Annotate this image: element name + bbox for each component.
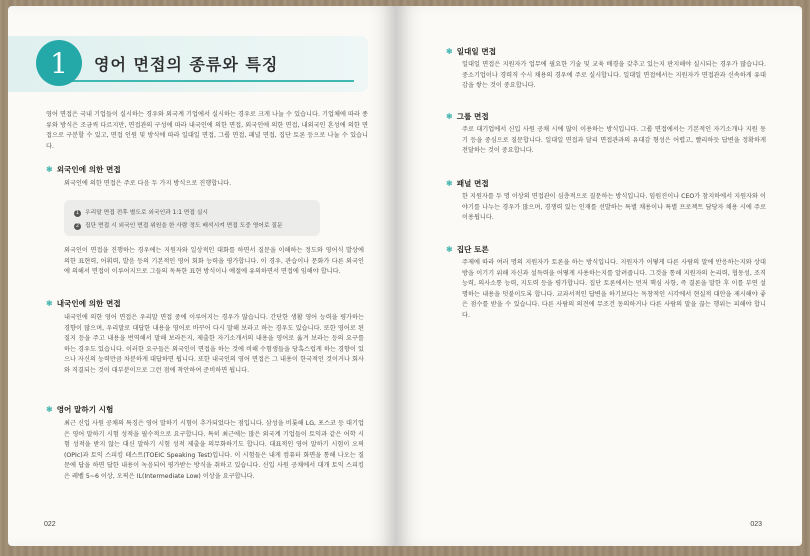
section-title-text: 내국인에 의한 면접	[56, 299, 121, 308]
method-list-box	[64, 200, 320, 236]
section-title-discussion	[446, 244, 489, 255]
teal-bullet-icon: ❃	[46, 405, 53, 414]
section-title-speaking-test	[46, 404, 113, 415]
page-number-right: 023	[750, 521, 762, 528]
teal-bullet-icon: ❃	[446, 47, 453, 56]
section-title-text: 그룹 면접	[456, 112, 489, 121]
teal-bullet-icon: ❃	[446, 245, 453, 254]
teal-bullet-icon: ❃	[46, 299, 53, 308]
chapter-number-badge: 1	[36, 40, 82, 86]
teal-bullet-icon: ❃	[46, 165, 53, 174]
section-paragraph: 외국인이 면접을 진행하는 경우에는 지원자와 일상적인 대화를 하면서 질문을 이해하는 정도와 영어식 발상에 의한 표현력, 어휘력, 발음 등의 기본적인 영어 회화 능력을 평가합니다. 이 경우, 관습이나 문화가 다른 외국인에 의해서 면접이 이루어지므로 그들의 독특한 표현 방식이나 예절에 유의하면서 면접에 임해야 합니다.	[64, 247, 364, 276]
teal-bullet-icon: ❃	[446, 179, 453, 188]
teal-bullet-icon: ❃	[446, 112, 453, 121]
section-title-text: 영어 말하기 시험	[56, 405, 114, 414]
right-page	[396, 6, 802, 546]
method-list-item	[74, 207, 208, 217]
left-page	[8, 6, 396, 546]
section-title-text: 집단 토론	[456, 245, 489, 254]
method-list-item	[74, 220, 283, 230]
section-paragraph: 주제에 따라 여러 명의 지원자가 토론을 하는 방식입니다. 지원자가 어떻게 다른 사람의 말에 반응하는지와 상대방을 이기기 위해 자신과 설득력을 어떻게 사용하는지를 알려줍니다. 그것을 통해 지원자의 논리력, 협동성, 조직 능력, 의사소통 능력, 지도력 등을 평가합니다. 집단 토론에서는 먼저 핵심 사항, 즉 결론을 말한 후 이를 부연 설명하는 내용을 덧붙이도록 합니다. 교과서적인 답변을 하기보다는 독창적인 시각에서 현실적 대안을 제시해야 좋은 점수를 받을 수 있습니다. 다른 사람의 의견에 무조건 동의하거나 다른 사람의 말을 끊는 행위는 피해야 합니다.	[462, 259, 766, 319]
page-number-left: 022	[44, 521, 56, 528]
number-2-icon: 2	[75, 223, 80, 229]
section-title-text: 패널 면접	[456, 179, 489, 188]
section-title-panel	[446, 178, 489, 189]
section-paragraph: 내국인에 의한 영어 면접은 우리말 면접 중에 이루어지는 경우가 많습니다. 간단한 생활 영어 능력을 평가하는 경향이 많으며, 우리말로 대답한 내용을 영어로 바꾸어 다시 말해 보라고 하는 경우도 있습니다. 또한 영어로 된 질지 등을 주고 내용을 번역해서 말해 보라든지, 제출한 자기소개서의 내용을 영어로 옮겨 보라는 등의 요구를 하는 경우도 있습니다. 이러한 요구들은 외국인이 면접을 하는 것에 비해 수험생들을 당혹스럽게 하는 경향이 있으나 자신의 능력만큼 차분하게 대답하면 됩니다. 또한 내국인의 영어 면접은 그 내용이 한국적인 것이거나 회사와 직결되는 것이 대부분이므로 그런 점에 착안하여 준비하면 됩니다.	[64, 314, 364, 374]
section-title-group	[446, 111, 489, 122]
chapter-title: 영어 면접의 종류와 특징	[94, 55, 279, 74]
section-title-text: 일대일 면접	[456, 47, 497, 56]
section-paragraph: 일대일 면접은 지원자가 업무에 필요한 기술 및 교육 배경을 갖추고 있는지 판지해야 실시되는 경우가 많습니다. 중소기업이나 경력직 수시 채용의 경우에 주로 실시합니다. 일대일 면접에서는 지원자가 면접관과 신속하게 유대감을 쌓는 것이 중요합니다.	[462, 61, 766, 90]
intro-paragraph: 영어 면접은 국내 기업들이 실시하는 경우와 외국계 기업에서 실시하는 경우로 크게 나눌 수 있습니다. 기업체에 따라 종류와 방식은 조금씩 다르지만, 면접관의 구성에 따라 내국인에 의한 면접, 외국인에 의한 면접, 내외국인 혼성에 의한 면접으로 구분할 수 있고, 면접 인원 및 방식에 따라 일대일 면접, 그룹 면접, 패널 면접, 집단 토론 등으로 나눌 수 있습니다.	[46, 111, 368, 150]
section-paragraph: 최근 신입 사원 공채의 특징은 영어 말하기 시험이 추가되었다는 점입니다. 삼성을 비롯해 LG, 포스코 등 대기업은 영어 말하기 시험 성적을 필수적으로 요구합니다. 특히 최근에는 많은 외국계 기업들이 토익과 같은 어학 시험 성적을 받지 않는 대신 말하기 시험 성적 제출을 의무화하기도 합니다. 대표적인 영어 말하기 시험이 오픽(OPIc)과 토익 스피킹 테스트(TOEIC Speaking Test)입니다. 이 시험들은 내게 컴퓨터 화면을 통해 나오는 질문에 답을 하면 답한 내용이 녹음되어 평가받는 방식을 취하고 있습니다. 신입 사원 공채에서 대개 토익 스피킹은 레벨 5~6 이상, 오픽은 IL(Intermediate Low) 이상을 요구합니다.	[64, 420, 364, 480]
section-paragraph: 주로 대기업에서 신입 사원 공채 시에 많이 이용하는 방식입니다. 그룹 면접에서는 기본적인 자기소개나 지원 동기 등을 중심으로 질문합니다. 일대일 면접과 달리 면접관과의 유대감 형성은 어렵고, 빨리하듯 답변을 정확하게 전달하는 것이 중요합니다.	[462, 126, 766, 155]
section-title-foreigner	[46, 164, 121, 175]
section-paragraph: 한 지원자를 두 명 이상의 면접관이 심층적으로 질문하는 방식입니다. 임원진이나 CEO가 참지하에서 지원자와 이야기를 나누는 경우가 많으며, 경쟁력 있는 인재를 선발하는 특별 채용이나 특별 프로젝트 담당자 채용 시에 주로 이용됩니다.	[462, 193, 766, 222]
section-title-text: 외국인에 의한 면접	[56, 165, 121, 174]
section-paragraph: 외국인에 의한 면접은 주로 다음 두 가지 방식으로 진행합니다.	[64, 180, 232, 187]
list-item-text: 우리말 면접 전후 별도로 외국인과 1:1 면접 실시	[85, 210, 209, 216]
list-item-text: 집단 면접 시 외국인 면접 위원을 한 사람 정도 배석시켜 면접 도중 영어로 질문	[85, 223, 283, 229]
section-title-one-on-one	[446, 46, 496, 57]
section-title-native	[46, 298, 121, 309]
number-1-icon: 1	[75, 210, 80, 216]
